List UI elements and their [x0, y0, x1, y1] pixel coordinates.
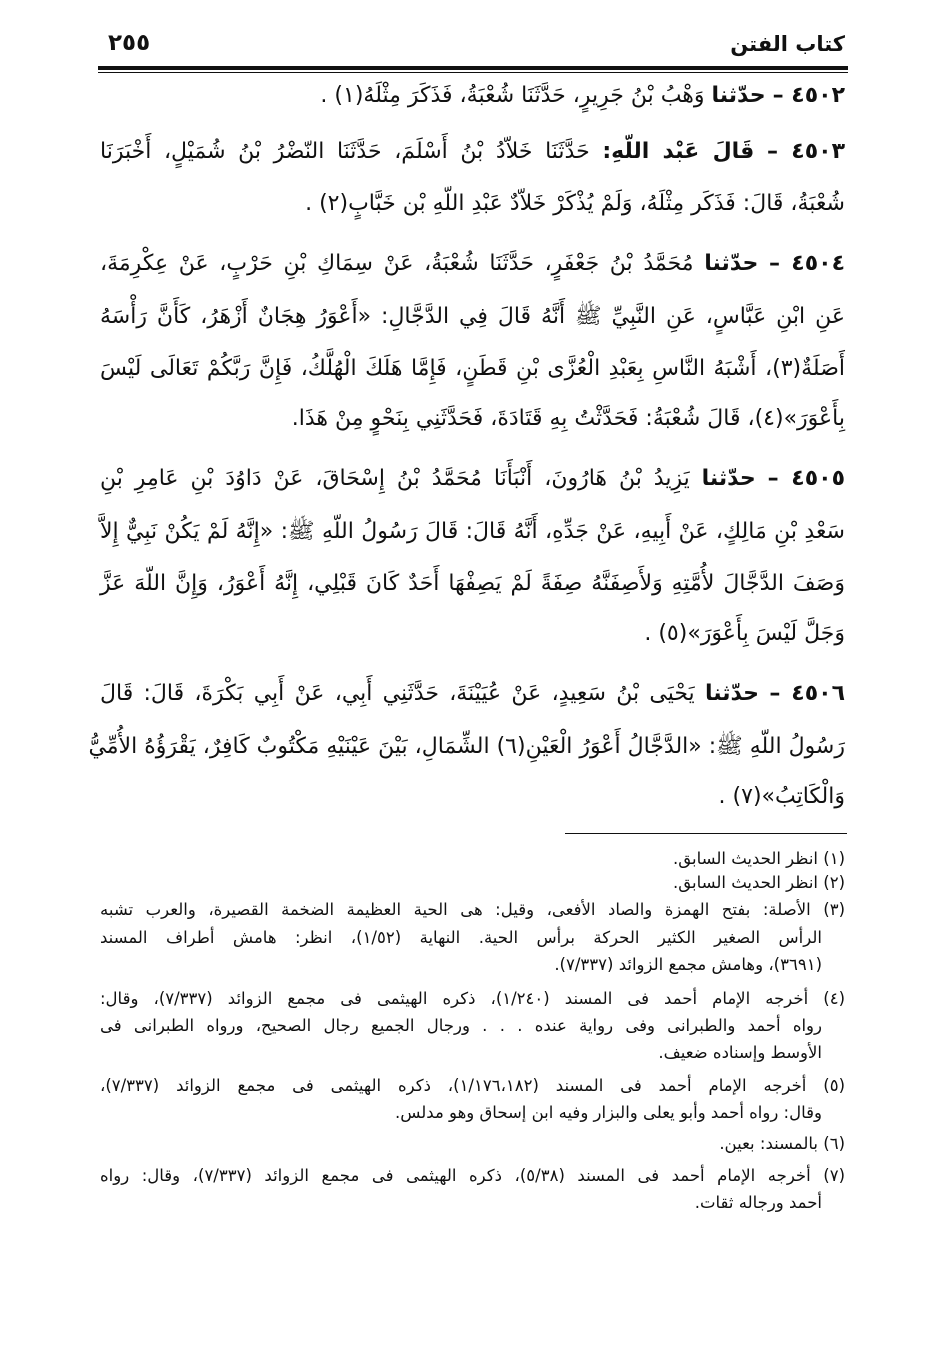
header-rule-thin: [98, 72, 848, 73]
footnote-2: (٢) انظر الحديث السابق.: [673, 873, 845, 892]
text-line: رَسُولُ اللّهِ ﷺ: «الدَّجَّالُ أَعْوَرُ الْعَيْنِ(٦) الشِّمَالِ، بَيْنَ عَيْنَيْهِ مَكْتُوبٌ كَافِرٌ، يَقْرَؤُهُ الأُمِّيُّ: [88, 734, 845, 759]
chapter-title: كتاب الفتن: [730, 32, 845, 56]
hadith-lead: حدّثنا: [711, 83, 766, 108]
text-line: وَالْكَاتِبُ»(٧) .: [718, 784, 845, 809]
hadith-number: ٤٥٠٦ –: [769, 681, 846, 706]
footnote-1: (١) انظر الحديث السابق.: [673, 849, 845, 868]
text-line: [100, 683, 845, 705]
text-line: وَجَلَّ لَيْسَ بِأَعْوَرَ»(٥) .: [644, 621, 845, 646]
footnote-3-cont: (٣٦٩١)، وهامش مجمع الزوائد (٧/٣٣٧).: [554, 955, 822, 974]
line-text: مُحَمَّدُ بْنُ جَعْفَرٍ، حَدَّثَنَا شُعْبَةُ، عَنْ سِمَاكِ بْنِ حَرْبٍ، عَنْ عِكْرِمَةَ،: [100, 251, 694, 276]
text-line: [100, 253, 845, 275]
text-line: بِأَعْوَرَ»(٤)، قَالَ شُعْبَةُ: فَحَدَّثْتُ بِهِ قَتَادَةَ، فَحَدَّثَنِي بِنَحْوٍ مِنْ هَذَا.: [291, 406, 845, 431]
footnote-6: (٦) بالمسند: بعين.: [719, 1134, 845, 1153]
hadith-lead: حدّثنا: [704, 681, 760, 706]
text-line: [100, 85, 845, 107]
text-line: شُعْبَةُ، قَالَ: فَذَكَر مِثْلَهُ، وَلَمْ يُذْكَرْ خَلاّدٌ عَبْدِ اللّهِ بْن خَبَّابٍ(٢) .: [305, 191, 845, 216]
header-rule: [98, 66, 848, 70]
text-line: سَعْدِ بْنِ مَالِكٍ، عَنْ أَبِيهِ، عَنْ جَدِّهِ، أَنَّهُ قَالَ: قَالَ رَسُولُ اللّهِ ﷺ: «إِنَّهُ لَمْ يَكُنْ نَبِيٌّ إِلاَّ: [100, 519, 845, 544]
hadith-number: ٤٥٠٥ –: [767, 466, 845, 491]
hadith-lead: حدّثنا: [704, 251, 759, 276]
text-line: [100, 141, 845, 163]
footnote-7: (٧) أخرجه الإمام أحمد فى المسند (٥/٣٨)، ذكره الهيثمى فى مجمع الزوائد (٧/٣٣٧)، وقال: رواه: [100, 1166, 845, 1185]
hadith-lead: حدّثنا: [701, 466, 756, 491]
footnote-5-cont: وقال: رواه أحمد وأبو يعلى والبزار وفيه ابن إسحاق وهو مدلس.: [395, 1103, 822, 1122]
line-text: حَدَّثَنَا خَلاّدُ بْنُ أَسْلَمَ، حَدَّثَنَا النّضْرُ بْنُ شُمَيْلٍ، أَخْبَرَنَا: [100, 139, 590, 164]
hadith-number: ٤٥٠٢ –: [772, 83, 845, 108]
text-line: وَصَفَ الدَّجَّالَ لأُمَّتِهِ وَلأَصِفَنَّهُ صِفَةً لَمْ يَصِفْهَا أَحَدٌ كَانَ قَبْلِي، إِنَّهُ أَعْوَرُ، وَإِنَّ اللّهَ عَزَّ: [100, 571, 845, 596]
footnote-separator: [565, 833, 847, 834]
footnote-3-cont: الرأس الصغير الكثير الحركة برأس الحية. النهاية (١/٥٢)، انظر: هامش أطراف المسند: [100, 928, 822, 947]
text-line: [100, 468, 845, 490]
text-line: أَصَلَةٌ(٣)، أَشْبَهُ النَّاسِ بِعَبْدِ الْعُزَّى بْنِ قَطَنٍ، فَإِمَّا هَلَكَ الْهُلَّكُ، فَإِنَّ رَبَّكُمْ تَعَالَى لَيْسَ: [100, 356, 845, 381]
line-text: يَحْيَى بْنُ سَعِيدٍ، عَنْ عُيَيْنَةَ، حَدَّثَنِي أَبِي، عَنْ أَبِي بَكْرَةَ، قَالَ: قَالَ: [100, 681, 695, 706]
hadith-lead: قَالَ عَبْد اللّهِ:: [602, 139, 755, 164]
footnote-7-cont: أحمد ورجاله ثقات.: [694, 1193, 822, 1212]
footnote-5: (٥) أخرجه الإمام أحمد فى المسند (١/١٧٦،١٨٢)، ذكره الهيثمى فى مجمع الزوائد (٧/٣٣٧)،: [100, 1076, 845, 1095]
hadith-number: ٤٥٠٤ –: [768, 251, 845, 276]
footnote-3: (٣) الأصلة: بفتح الهمزة والصاد الأفعى، وقيل: هى الحية العظيمة الضخمة القصيرة، والعرب تشبه: [100, 900, 845, 919]
hadith-number: ٤٥٠٣ –: [766, 139, 845, 164]
line-text: وَهْبُ بْنُ جَرِيرٍ، حَدَّثَنَا شُعْبَةُ، فَذَكَرَ مِثْلَهُ(١) .: [320, 83, 705, 108]
page-number: ٢٥٥: [108, 30, 151, 56]
text-line: عَنِ ابْنِ عَبَّاسٍ، عَنِ النَّبِيِّ ﷺ أَنَّهُ قَالَ فِي الدَّجَّالِ: «أَعْوَرُ هِجَانٌ أَزْهَرُ، كَأَنَّ رَأْسَهُ: [100, 304, 845, 329]
footnote-4: (٤) أخرجه الإمام أحمد فى المسند (١/٢٤٠)، ذكره الهيثمى فى مجمع الزوائد (٧/٣٣٧)، وقال:: [100, 989, 845, 1008]
footnote-4-cont: الأوسط وإسناده ضعيف.: [658, 1043, 822, 1062]
footnote-4-cont: رواه أحمد والطبرانى وفى رواية عنده . . . ورجال الجميع رجال الصحيح، ورواه الطبرانى فى: [100, 1016, 822, 1035]
line-text: يَزِيدُ بْنُ هَارُونَ، أَنْبَأَنَا مُحَمَّدُ بْنُ إِسْحَاقَ، عَنْ دَاوُدَ بْنِ عَامِرِ بْنِ: [100, 466, 690, 491]
